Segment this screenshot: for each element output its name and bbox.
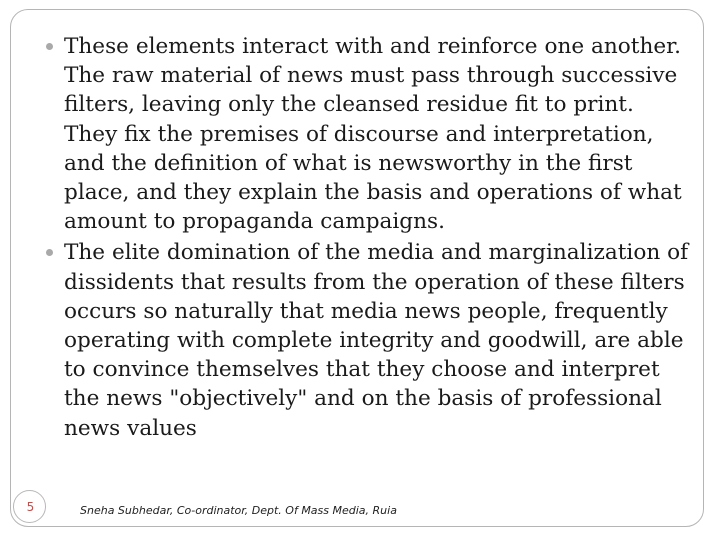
bullet-dot-icon	[46, 249, 53, 256]
page-number: 5	[26, 500, 35, 514]
page-number-badge	[13, 490, 46, 523]
bullet-list	[42, 32, 692, 445]
bullet-text: The elite domination of the media and marginalization of dissidents that results from the operation of these filters occurs so naturally that media news people, frequently operating with complete integrity and goodwill, are able to convince themselves that they choose and interpret the news "objectively" and on the basis of professional news values	[64, 240, 689, 441]
bullet-text: These elements interact with and reinforce one another. The raw material of news must pass through successive filters, leaving only the cleansed residue fit to print. They fix the premises of discourse and interpretation, and the definition of what is newsworthy in the first place, and they explain the basis and operations of what amount to propaganda campaigns.	[64, 34, 682, 235]
bullet-item	[42, 32, 692, 236]
footer-text: Sneha Subhedar, Co-ordinator, Dept. Of Mass Media, Ruia	[80, 504, 397, 517]
bullet-dot-icon	[46, 43, 53, 50]
bullet-item	[42, 238, 692, 442]
